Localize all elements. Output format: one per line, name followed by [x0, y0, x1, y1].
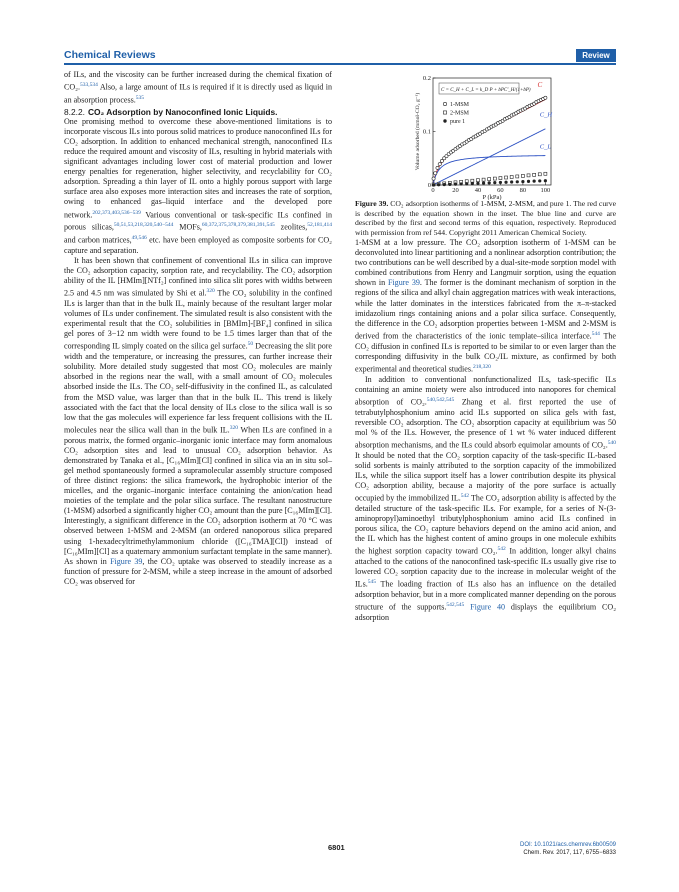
point-2msm [482, 178, 485, 181]
paragraph [64, 70, 332, 106]
figure-link[interactable]: Figure 39 [387, 278, 420, 288]
paragraph-text: It should be noted that the CO₂ sorption capacity of the task-specific IL-based solid sorbents is mainly attributed to the sorption capacity of the immobilized ILs, while the silica support itself has a lower contribution despite its physical CO₂ adsorption ability, because a majority of the pore surface is actually occupied by the immobilized IL. [355, 450, 616, 503]
paragraph-text: MOFs, [173, 223, 202, 232]
x-tick-label: 60 [497, 187, 504, 194]
point-1msm [436, 166, 439, 169]
point-2msm [527, 174, 530, 177]
point-1msm [432, 177, 435, 180]
legend-label: 1-MSM [450, 102, 470, 108]
point-2msm [510, 175, 513, 178]
paragraph-text: One promising method to overcome these above-mentioned limitations is to incorporate viscous ILs into porous solid matrices to produce nanoconfined ILs for CO₂ adsorption. In addition to enhanced mechanical strength, nanoconfined ILs reduce the required amount and viscosity of ILs, resulting in hybrid materials with significant advantages including lower cost of material production and lower energy penalties for regeneration, higher selectivity, and recyclability for CO₂ adsorption. Spreading a thin layer of IL onto a highly porous support with large surface area also exposes more interaction sites and increases the rate of sorption, owing to enhanced gas–liquid interface and the developed pore network. [64, 116, 332, 220]
paragraph-text: . The former is the dominant mechanism of sorption in the regions of the silica and alkyl chain aggregation matrices with weak interactions, while the latter dominates in the interstices fabricated from the π–π-stacked imidazolium rings containing anions and a polar silica surface. Consequently, the difference in the CO₂ adsorption properties between 1-MSM and 2-MSM is derived from the characteristics of the ionic template–silica interface. [355, 278, 616, 341]
paragraph-text: displays the equilibrium CO₂ adsorption [355, 602, 616, 622]
equation-text: C = C_H + C_L = k_D P + bPC'_H/(1+bP) [441, 88, 531, 93]
point-pure1 [471, 182, 474, 185]
paragraph-text: When ILs are confined in a porous matrix, the formed organic–inorganic ionic interface may form anomalous CO₂ adsorption sites and lead to unusual CO₂ adsorption behavior. As demonstrated by Tanaka et al., [C₁₆MIm][Cl] confined in silica via an in situ sol–gel method spontaneously formed a supramolecular assembly structure composed of three distinct regions: the silica framework, the hydrophobic interior of the micelles, and the organic–inorganic interface containing the anion/cation head moieties of the template and the polar silica surface. The resultant nanostructure (1-MSM) adsorbed a significantly higher CO₂ amount than the pure [C₁₆MIm][Cl]. Interestingly, a significant difference in the CO₂ adsorption isotherm at 70 °C was observed between 1-MSM and 2-MSM (an ordered nanoporous silica prepared using 1-hexadecyltrimethylammonium chloride ([C₁₆TMA][Cl]) instead of [C₁₆MIm][Cl] as a quaternary ammonium surfactant template in the same manner). As shown in [64, 425, 332, 566]
citation-ref[interactable]: 533,534 [80, 82, 98, 89]
point-pure1 [488, 181, 491, 184]
page-number: 6801 [328, 843, 345, 852]
section-number: 8.2.2. [64, 106, 85, 117]
journal-citation: Chem. Rev. 2017, 117, 6755−6833 [523, 849, 616, 856]
left-column [64, 70, 332, 587]
point-2msm [521, 174, 524, 177]
point-2msm [544, 172, 547, 175]
x-tick-label: 0 [431, 187, 435, 194]
point-2msm [476, 179, 479, 182]
point-1msm [438, 163, 441, 166]
citation-ref[interactable]: 52,181,414 [307, 222, 332, 229]
figure-caption [355, 199, 616, 237]
point-2msm [505, 176, 508, 179]
point-pure1 [476, 182, 479, 185]
citation-ref[interactable]: 542 [460, 492, 470, 499]
paragraph-text: Decreasing the slit pore width and the temperature, or increasing the pressures, can further increase their solubility. More detailed study suggested that most CO₂ molecules are mainly absorbed in the regions near the wall, with a small amount of CO₂ molecules absorbed inside the ILs. The CO₂ self-diffusivity in the confined IL, as calculated from the MSD value, was larger than that in the bulk IL. This trend is likely associated with the fact that the local density of ILs close to the silica wall is so low that the gas molecules will experience far less frequent collisions with the IL molecules near the silica wall than in the bulk IL. [64, 342, 332, 435]
paragraph [355, 238, 616, 375]
point-2msm [499, 177, 502, 180]
right-column [355, 238, 616, 623]
journal-title[interactable]: Chemical Reviews [64, 49, 156, 61]
x-tick-label: 100 [540, 187, 551, 194]
point-1msm [544, 96, 547, 99]
figure-link[interactable]: Figure 40 [470, 602, 505, 612]
section-title: CO₂ Adsorption by Nanoconfined Ionic Liquids. [87, 106, 278, 117]
doi-link[interactable]: DOI: 10.1021/acs.chemrev.6b00509 [520, 842, 616, 848]
header-rule [64, 63, 616, 65]
point-2msm [538, 173, 541, 176]
curve-label-cl: C_L [539, 143, 551, 151]
paragraph-text: and carbon matrices, [64, 235, 132, 245]
point-pure1 [437, 183, 440, 186]
citation-ref[interactable]: 320 [229, 424, 238, 431]
point-2msm [533, 173, 536, 176]
paragraph-text: The CO₂ diffusion in confined ILs is reported to be similar to or even larger than the corresponding diffusivity in the bulk CO₂/IL mixture, as confirmed by both experimental and theoretical studies. [355, 331, 616, 374]
point-pure1 [510, 180, 513, 183]
point-pure1 [465, 182, 468, 185]
paragraph-text: Zhang et al. first reported the use of tetrabutylphosphonium amino acid ILs supported on silica gels with fast, reversible CO₂ adsorption. The CO₂ absorption capacity at equilibrium was 50 mol % of the ILs. However, the presence of 1 wt % water induced different absorption mechanisms, and the ILs could absorb equimolar amounts of CO₂. [355, 397, 616, 450]
y-tick-label: 0.1 [422, 128, 431, 136]
point-pure1 [527, 180, 530, 183]
citation-ref[interactable]: 50 [247, 341, 254, 348]
citation-ref[interactable]: 49,546 [131, 235, 147, 242]
point-pure1 [448, 183, 451, 186]
citation-ref[interactable]: 218,320 [472, 363, 491, 370]
paragraph-text: , the CO₂ uptake was observed to steadily increase as a function of pressure for 2-MSM, while a steep increase in the amount of adsorbed CO₂ was observed for [64, 556, 332, 586]
citation-ref[interactable]: 542 [497, 546, 506, 553]
point-pure1 [533, 180, 536, 183]
point-pure1 [504, 181, 507, 184]
figure-link[interactable]: Figure 39 [110, 556, 143, 566]
legend-marker-pure1 [443, 119, 446, 122]
point-pure1 [459, 182, 462, 185]
paragraph-text: Also, a large amount of ILs is required if it is directly used as liquid in an absorption process. [64, 82, 332, 105]
y-tick-label: 0 [427, 182, 431, 189]
citation-ref[interactable]: 542,545 [446, 601, 465, 608]
point-pure1 [443, 183, 446, 186]
point-pure1 [482, 181, 485, 184]
legend-label: 2-MSM [450, 110, 470, 117]
citation-ref[interactable]: 60,372,375,378,379,381,391,545 [201, 222, 275, 229]
y-axis-label: Volume adsorbed (mmol-CO₂ g⁻¹) [415, 92, 421, 171]
paragraph-text: The CO₂ adsorption ability is affected by the detailed structure of the task-specific ILs. For example, for a series of N-(3-aminopropyl)aminoethyl tributylphosphonium amino acid ILs confined in porous silica, the CO₂ capture behaviors depend on the amino acid anion, and the IL which has the highest content of amino groups in one molecule exhibits the highest sorption capacity toward CO₂. [355, 493, 617, 556]
adsorption-isotherm-chart [355, 70, 616, 200]
paragraph-text: The loading fraction of ILs also has an influence on the detailed adsorption behavior, but in a more complicated manner depending on the porous structure of the supports. [355, 579, 616, 612]
y-tick-label: 0.2 [422, 75, 431, 82]
paragraph-text: In addition to conventional nonfunctionalized ILs, task-specific ILs containing an amine moiety were also introduced into nanopores for chemical absorption of CO₂. [355, 374, 616, 407]
paragraph [64, 256, 332, 587]
point-1msm [440, 159, 443, 162]
x-axis-label: P (kPa) [482, 194, 502, 200]
citation-ref[interactable]: 535 [135, 94, 144, 101]
citation-ref[interactable]: 50,51,53,218,320,540−544 [113, 222, 174, 229]
point-pure1 [454, 183, 457, 186]
point-2msm [516, 175, 519, 178]
paragraph-text: of ILs, and the viscosity can be further increased during the chemical fixation of CO₂. [64, 70, 332, 92]
point-2msm [471, 179, 474, 182]
point-pure1 [432, 183, 435, 186]
legend-marker-1msm [443, 102, 446, 105]
paragraph [64, 117, 332, 256]
figure-39 [355, 70, 616, 200]
point-2msm [493, 177, 496, 180]
point-pure1 [493, 181, 496, 184]
point-pure1 [521, 180, 524, 183]
point-1msm [434, 172, 437, 175]
curve-label-ch: C_H [539, 111, 553, 119]
point-pure1 [499, 181, 502, 184]
paragraph-text: zeolites, [274, 223, 308, 232]
paragraph-text: 1-MSM at a low pressure. The CO₂ adsorption isotherm of 1-MSM can be deconvoluted into linear partitioning and a nonlinear adsorption contribution; the two contributions can be well described by a dual-site-mode sorption model with combined contributions from Henry and Langmuir sorption, using the equation shown in [355, 238, 616, 288]
x-tick-label: 20 [452, 187, 459, 194]
paragraph [355, 375, 616, 623]
citation-ref[interactable]: 544 [591, 330, 600, 337]
paragraph-text: In addition, longer alkyl chains attached to the cations of the nanoconfined task-specific ILs usually give rise to lowered CO₂ sorption capacity due to the increase in molecular weight of the ILs. [355, 546, 616, 589]
paragraph-text: Various conventional or task-specific ILs confined in porous silicas, [64, 210, 332, 232]
citation-ref[interactable]: 540 [607, 439, 616, 446]
x-tick-label: 80 [519, 187, 527, 194]
curve-label-c: C [537, 81, 543, 90]
citation-ref[interactable]: 320 [206, 288, 215, 295]
paragraph-text: The CO₂ solubility in the confined ILs is larger than that in the bulk IL, mainly because of the resultant larger molar volumes of ILs under confinement. The simulated result is also consistent with the experimental result that the CO₂ solubilities in [BMIm]-[BF₄] confined in silica gel pores of 3−12 nm width were found to be 1.5 times larger than that of the corresponding IL simply coated on the silica gel surface. [64, 288, 332, 352]
caption-text: CO₂ adsorption isotherms of 1-MSM, 2-MSM, and pure 1. The red curve is described by the equation shown in the inset. The blue line and curve are described by the first and second terms of this equation, respectively. Reproduced with permission from ref 544. Copyright 2011 American Chemical Society. [355, 199, 617, 237]
paragraph-text: etc. have been employed as composite sorbents for CO₂ capture and separation. [64, 235, 332, 255]
paragraph-text: It has been shown that confinement of conventional ILs in silica can improve the CO₂ adsorption capacity, sorption rate, and recyclability. The CO₂ adsorption ability of the IL [HMIm][NTf₂] confined into silica slit pores with widths between 2.5 and 4.5 nm was simulated by Shi et al. [64, 255, 332, 298]
caption-label: Figure 39. [355, 199, 389, 208]
x-tick-label: 40 [474, 187, 482, 194]
point-pure1 [544, 179, 547, 182]
footer-citation [520, 842, 616, 857]
citation-ref[interactable]: 202,373,403,536−539 [92, 209, 141, 216]
citation-ref[interactable]: 540,542,545 [426, 396, 455, 403]
point-pure1 [516, 180, 519, 183]
review-badge: Review [576, 49, 616, 62]
section-heading [64, 107, 332, 117]
point-pure1 [538, 179, 541, 182]
legend-marker-2msm [443, 111, 446, 114]
point-2msm [488, 178, 491, 181]
legend-label: pure 1 [450, 119, 466, 125]
citation-ref[interactable]: 545 [367, 579, 376, 586]
